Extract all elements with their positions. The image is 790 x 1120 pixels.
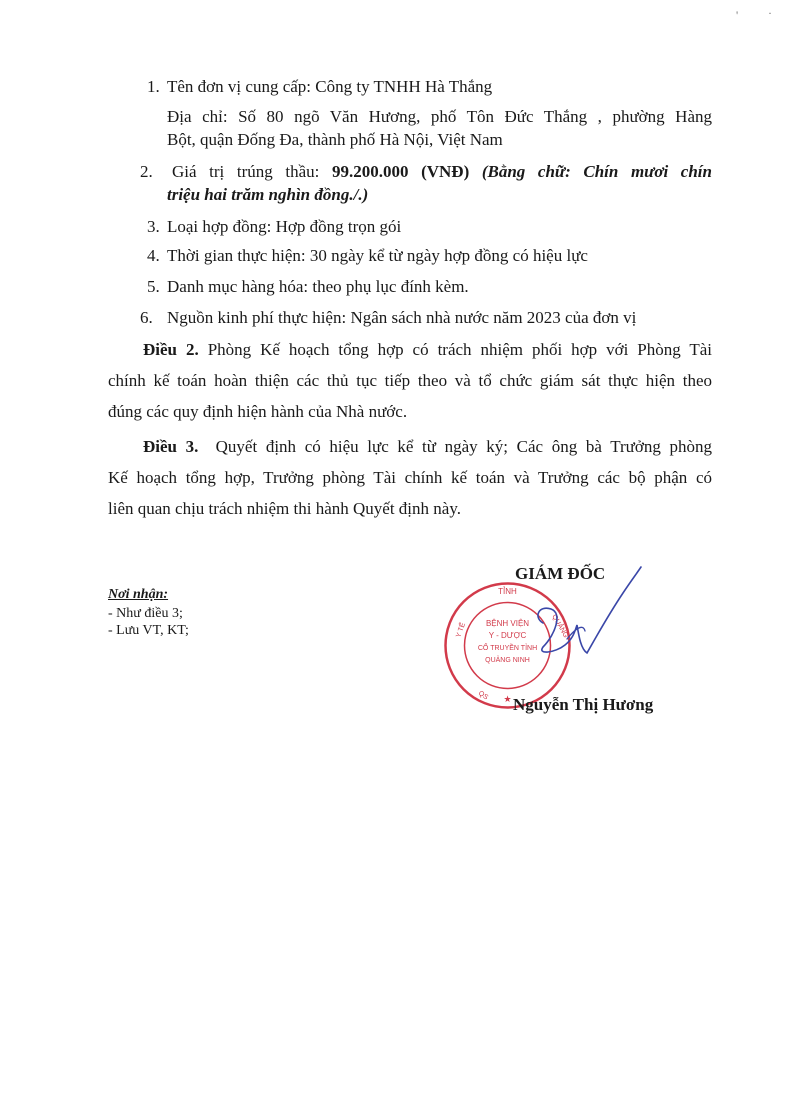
list-number: 3.: [147, 217, 160, 236]
article-3-line2: Kế hoạch tổng hợp, Trưởng phòng Tài chính kế toán và Trưởng các bộ phận có: [108, 468, 712, 487]
list-number: 4.: [147, 246, 160, 265]
supplier-address-line1: Địa chỉ: Số 80 ngõ Văn Hương, phố Tôn Đức Thắng , phường Hàng: [167, 107, 712, 126]
bid-value-words: (Bằng chữ: Chín mươi chín: [481, 162, 712, 181]
article-2-line3: đúng các quy định hiện hành của Nhà nước.: [108, 402, 408, 421]
article-3-label: Điều 3.: [143, 437, 199, 456]
list-number: 5.: [147, 277, 160, 296]
recipients-title: Nơi nhận:: [108, 587, 169, 602]
article-2-line1: Điều 2. Phòng Kế hoạch tổng hợp có trách nhiệm phối hợp với Phòng Tài: [143, 340, 713, 359]
svg-text:Y TẾ: Y TẾ: [455, 621, 468, 639]
list-number: 2.: [140, 162, 153, 181]
article-3-line3: liên quan chịu trách nhiệm thi hành Quyết định này.: [108, 499, 461, 518]
article-2-label: Điều 2.: [143, 340, 199, 359]
signer-name: Nguyễn Thị Hương: [513, 695, 654, 714]
contract-type: Loại hợp đồng: Hợp đồng trọn gói: [167, 217, 402, 236]
svg-text:★: ★: [503, 694, 512, 704]
svg-text:BỆNH VIỆN: BỆNH VIỆN: [485, 619, 530, 628]
bid-value-label: Giá trị trúng thầu:: [172, 162, 320, 181]
bid-value-words-line2: triệu hai trăm nghìn đồng./.): [167, 185, 369, 204]
svg-text:QUẢNG: QUẢNG: [550, 613, 570, 640]
list-number: 1.: [147, 77, 160, 96]
bid-value-line1: [172, 161, 712, 183]
scan-mark: ': [736, 8, 739, 22]
svg-text:Y - DƯỢC: Y - DƯỢC: [488, 631, 527, 640]
execution-time: Thời gian thực hiện: 30 ngày kể từ ngày hợp đồng có hiệu lực: [167, 246, 588, 265]
article-3-line1: Điều 3. Quyết định có hiệu lực kể từ ngày ký; Các ông bà Trưởng phòng: [143, 437, 713, 456]
supplier-name: Tên đơn vị cung cấp: Công ty TNHH Hà Thắng: [167, 77, 493, 96]
bid-value-amount: 99.200.000 (VNĐ): [331, 162, 470, 181]
svg-text:CỔ TRUYỀN TỈNH: CỔ TRUYỀN TỈNH: [477, 645, 538, 652]
svg-text:QUẢNG NINH: QUẢNG NINH: [485, 657, 530, 664]
article-2-line2: chính kế toán hoàn thiện các thủ tục tiếp theo và tổ chức giám sát thực hiện theo: [108, 371, 712, 390]
list-number: 6.: [140, 308, 153, 327]
supplier-address-line2: Bột, quận Đống Đa, thành phố Hà Nội, Việt Nam: [167, 130, 503, 149]
funding-source: Nguồn kinh phí thực hiện: Ngân sách nhà nước năm 2023 của đơn vị: [167, 308, 637, 327]
scan-mark: ·: [768, 6, 772, 20]
recipient-item: - Lưu VT, KT;: [108, 623, 189, 638]
svg-text:TỈNH: TỈNH: [498, 587, 517, 596]
goods-list: Danh mục hàng hóa: theo phụ lục đính kèm.: [167, 277, 469, 296]
svg-text:QS: QS: [476, 689, 490, 702]
handwritten-signature: [525, 565, 645, 675]
recipient-item: - Như điều 3;: [108, 606, 183, 621]
signature-title: GIÁM ĐỐC: [515, 564, 606, 583]
